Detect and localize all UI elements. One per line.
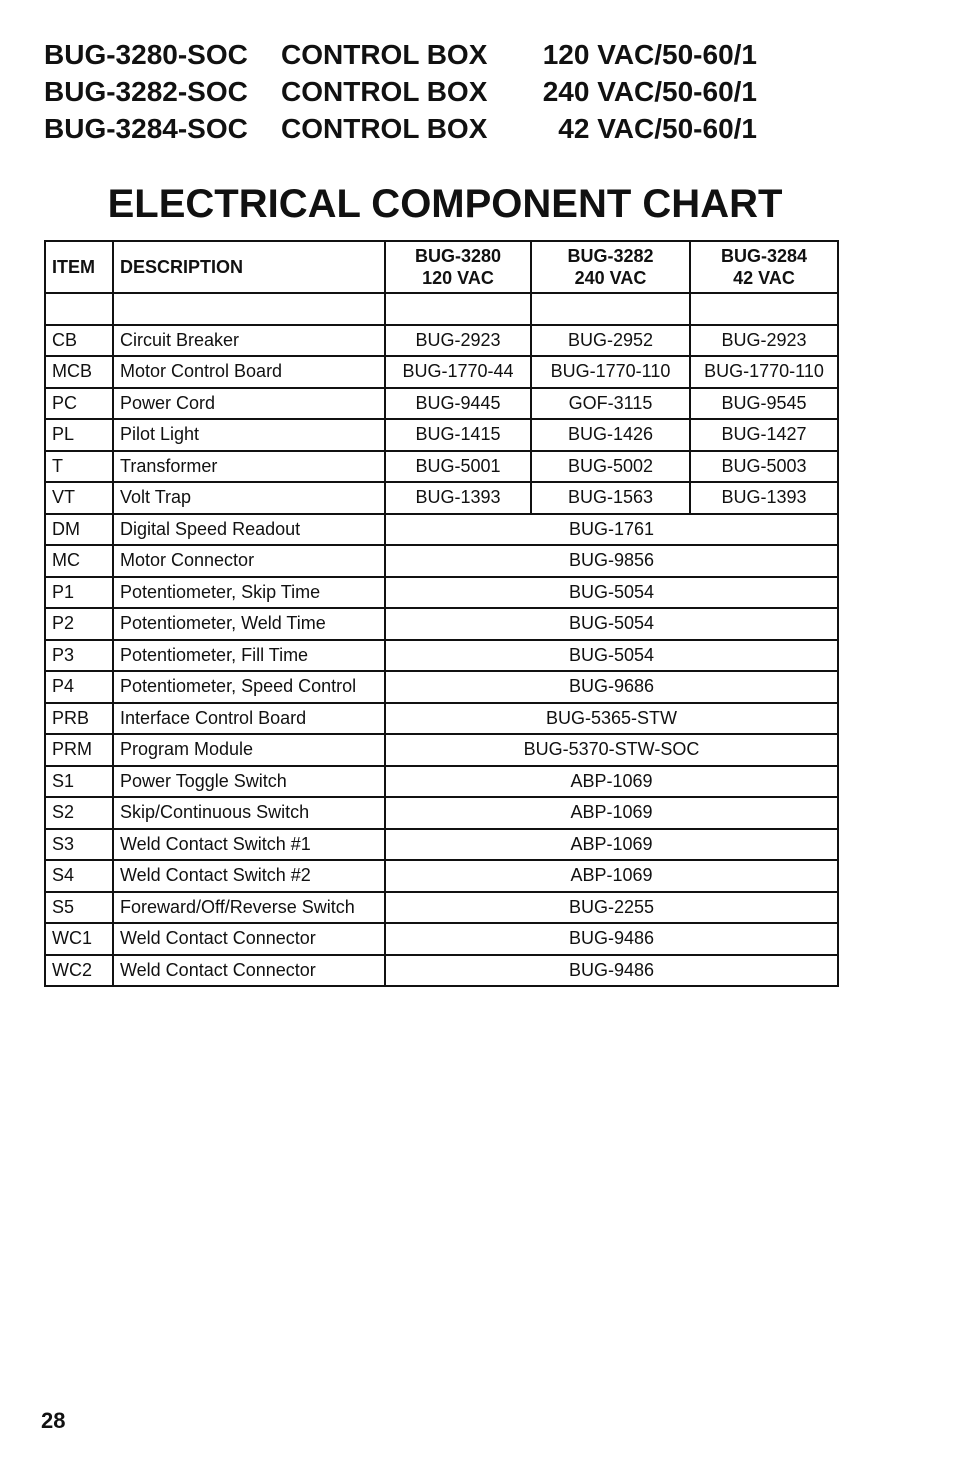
cell-description: Power Cord — [113, 388, 385, 420]
cell-part-number: BUG-1770-110 — [531, 356, 690, 388]
header-model: BUG-3282 — [567, 246, 654, 266]
table-row — [45, 829, 838, 861]
table-row — [45, 923, 838, 955]
model-voltage: 240 VAC/50-60/1 — [542, 76, 757, 107]
component-table — [44, 240, 839, 987]
cell-description: Potentiometer, Skip Time — [113, 577, 385, 609]
page-number: 28 — [41, 1408, 66, 1433]
model-voltage: 120 VAC/50-60/1 — [542, 39, 757, 70]
cell-item: DM — [45, 514, 113, 546]
cell-description: Transformer — [113, 451, 385, 483]
cell-part-number: ABP-1069 — [385, 766, 838, 798]
cell-description: Motor Control Board — [113, 356, 385, 388]
cell-item — [45, 293, 113, 325]
header-voltage: 42 VAC — [733, 268, 795, 288]
cell-item: S3 — [45, 829, 113, 861]
model-voltage: 42 VAC/50-60/1 — [558, 113, 757, 144]
header-model-col — [385, 241, 531, 293]
page-title: ELECTRICAL COMPONENT CHART — [107, 182, 783, 226]
cell-part-number: BUG-5370-STW-SOC — [385, 734, 838, 766]
cell-part-number — [531, 293, 690, 325]
cell-part-number: BUG-1393 — [690, 482, 838, 514]
cell-part-number: BUG-1415 — [385, 419, 531, 451]
table-row — [45, 640, 838, 672]
cell-item: T — [45, 451, 113, 483]
table-row — [45, 797, 838, 829]
cell-part-number: BUG-9545 — [690, 388, 838, 420]
cell-item: PC — [45, 388, 113, 420]
table-row — [45, 703, 838, 735]
cell-item: MCB — [45, 356, 113, 388]
cell-part-number — [690, 293, 838, 325]
cell-item: P3 — [45, 640, 113, 672]
header-description: DESCRIPTION — [113, 241, 385, 293]
cell-description: Potentiometer, Weld Time — [113, 608, 385, 640]
table-row — [45, 325, 838, 357]
cell-part-number: BUG-2923 — [690, 325, 838, 357]
cell-part-number: BUG-5054 — [385, 608, 838, 640]
model-description: CONTROL BOX — [281, 113, 488, 144]
header-model: BUG-3280 — [414, 246, 502, 266]
model-description: CONTROL BOX — [281, 76, 488, 107]
table-row — [45, 293, 838, 325]
cell-part-number: BUG-1761 — [385, 514, 838, 546]
header-model: BUG-3284 — [720, 246, 808, 266]
cell-part-number: ABP-1069 — [385, 829, 838, 861]
table-row — [45, 514, 838, 546]
cell-item: S5 — [45, 892, 113, 924]
cell-description: Foreward/Off/Reverse Switch — [113, 892, 385, 924]
cell-description: Motor Connector — [113, 545, 385, 577]
cell-part-number: BUG-5002 — [531, 451, 690, 483]
model-code: BUG-3282-SOC — [44, 76, 248, 107]
cell-description: Skip/Continuous Switch — [113, 797, 385, 829]
cell-part-number: BUG-9486 — [385, 955, 838, 987]
table-row — [45, 419, 838, 451]
table-row — [45, 860, 838, 892]
cell-description: Circuit Breaker — [113, 325, 385, 357]
cell-part-number: BUG-2255 — [385, 892, 838, 924]
cell-part-number: GOF-3115 — [531, 388, 690, 420]
cell-part-number: BUG-5003 — [690, 451, 838, 483]
table-row — [45, 482, 838, 514]
cell-item: S4 — [45, 860, 113, 892]
table-body — [45, 293, 838, 986]
cell-part-number: ABP-1069 — [385, 860, 838, 892]
cell-part-number: BUG-2923 — [385, 325, 531, 357]
cell-description: Weld Contact Connector — [113, 923, 385, 955]
cell-item: CB — [45, 325, 113, 357]
cell-part-number: BUG-1563 — [531, 482, 690, 514]
cell-part-number: BUG-9856 — [385, 545, 838, 577]
cell-item: MC — [45, 545, 113, 577]
table-row — [45, 671, 838, 703]
cell-description — [113, 293, 385, 325]
cell-part-number — [385, 293, 531, 325]
cell-part-number: BUG-5001 — [385, 451, 531, 483]
cell-part-number: BUG-5054 — [385, 640, 838, 672]
cell-item: VT — [45, 482, 113, 514]
header-voltage: 240 VAC — [574, 268, 647, 288]
cell-description: Weld Contact Connector — [113, 955, 385, 987]
header-model-col — [531, 241, 690, 293]
cell-description: Interface Control Board — [113, 703, 385, 735]
header-voltage: 120 VAC — [422, 268, 494, 288]
table-row — [45, 388, 838, 420]
cell-part-number: BUG-9445 — [385, 388, 531, 420]
cell-part-number: BUG-1770-110 — [690, 356, 838, 388]
header-model-col — [690, 241, 838, 293]
model-code: BUG-3284-SOC — [44, 113, 248, 144]
cell-part-number: BUG-5365-STW — [385, 703, 838, 735]
cell-part-number: BUG-1426 — [531, 419, 690, 451]
table-row — [45, 766, 838, 798]
cell-description: Digital Speed Readout — [113, 514, 385, 546]
cell-item: P4 — [45, 671, 113, 703]
cell-description: Power Toggle Switch — [113, 766, 385, 798]
table-row — [45, 734, 838, 766]
table-row — [45, 356, 838, 388]
cell-description: Potentiometer, Speed Control — [113, 671, 385, 703]
cell-item: S2 — [45, 797, 113, 829]
cell-part-number: ABP-1069 — [385, 797, 838, 829]
table-row — [45, 451, 838, 483]
cell-description: Program Module — [113, 734, 385, 766]
cell-part-number: BUG-1770-44 — [385, 356, 531, 388]
table-header-row — [45, 241, 838, 293]
table-row — [45, 545, 838, 577]
cell-item: S1 — [45, 766, 113, 798]
cell-description: Pilot Light — [113, 419, 385, 451]
cell-item: P1 — [45, 577, 113, 609]
table-row — [45, 577, 838, 609]
cell-item: WC2 — [45, 955, 113, 987]
cell-item: WC1 — [45, 923, 113, 955]
cell-part-number: BUG-2952 — [531, 325, 690, 357]
cell-description: Weld Contact Switch #1 — [113, 829, 385, 861]
cell-part-number: BUG-1427 — [690, 419, 838, 451]
cell-item: PRM — [45, 734, 113, 766]
model-code: BUG-3280-SOC — [44, 39, 248, 70]
cell-item: PRB — [45, 703, 113, 735]
cell-description: Volt Trap — [113, 482, 385, 514]
cell-part-number: BUG-9686 — [385, 671, 838, 703]
table-row — [45, 608, 838, 640]
cell-description: Weld Contact Switch #2 — [113, 860, 385, 892]
cell-item: PL — [45, 419, 113, 451]
cell-description: Potentiometer, Fill Time — [113, 640, 385, 672]
table-row — [45, 892, 838, 924]
table-row — [45, 955, 838, 987]
cell-item: P2 — [45, 608, 113, 640]
cell-part-number: BUG-5054 — [385, 577, 838, 609]
model-description: CONTROL BOX — [281, 39, 488, 70]
header-item: ITEM — [45, 241, 113, 293]
cell-part-number: BUG-1393 — [385, 482, 531, 514]
cell-part-number: BUG-9486 — [385, 923, 838, 955]
